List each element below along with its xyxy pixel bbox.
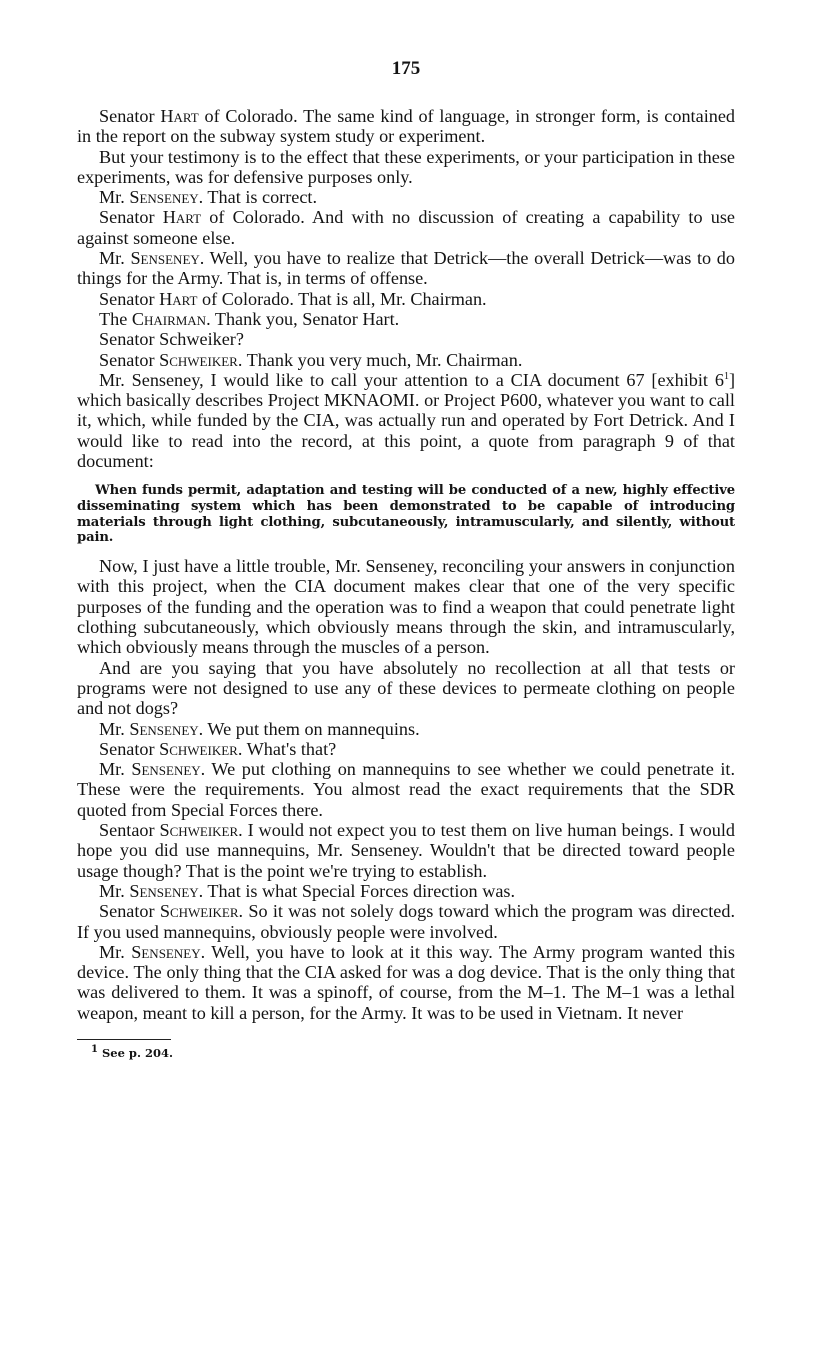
speaker-suffix: . (237, 349, 243, 370)
paragraph-text: We put clothing on mannequins to see whether we could penetrate it. These were the requirements. You almost read the exact requirements that the SDR quoted from Special Forces there. (77, 759, 735, 820)
speaker-suffix: . (198, 880, 204, 901)
paragraph-text: What's that? (242, 738, 337, 759)
speaker-title: Senator (99, 901, 160, 922)
footnote-divider (77, 1039, 171, 1040)
speaker-name: Chairman (131, 308, 207, 329)
testimony-paragraph (77, 739, 735, 759)
speaker-name: Senseney (129, 718, 199, 739)
speaker-name: Senseney (129, 187, 199, 208)
testimony-paragraph (77, 556, 735, 657)
testimony-paragraph (77, 289, 735, 309)
paragraph-text: So it was not solely dogs toward which the program was directed. If you used mannequins, obviously people were involved. (77, 901, 736, 942)
speaker-name: Senseney (130, 248, 200, 269)
speaker-suffix: . (200, 759, 206, 780)
speaker-name: Schweiker (159, 820, 239, 841)
testimony-paragraph (77, 309, 735, 329)
speaker-title: Senator (99, 349, 160, 370)
speaker-title: Mr. (99, 187, 130, 208)
footnote-text: See p. 204. (97, 1045, 173, 1060)
speaker-title: Sentaor (99, 820, 160, 841)
speaker-name: Senseney (131, 941, 201, 962)
paragraph-text: Thank you very much, Mr. Chairman. (242, 349, 523, 370)
cia-document-paragraph (77, 370, 735, 471)
speaker-suffix: of Colorado. (198, 106, 298, 126)
speaker-title: Senator (99, 207, 163, 228)
speaker-suffix: of Colorado. (201, 207, 305, 228)
speaker-title: Senator (99, 106, 161, 126)
testimony-paragraph (77, 658, 735, 719)
speaker-name: Senseney (131, 759, 201, 780)
page-number: 175 (391, 58, 421, 79)
paragraph-text: The same kind of language, in stronger form, is contained in the report on the subway system study or experiment. (77, 106, 736, 147)
speaker-title: Mr. (99, 941, 132, 962)
speaker-title: Mr. (99, 718, 130, 739)
speaker-suffix: . (238, 820, 243, 841)
footnote-marker: 1 (91, 1044, 98, 1056)
speaker-suffix: . (200, 941, 206, 962)
paragraph-text: Well, you have to realize that Detrick—the overall Detrick—was to do things for the Army. That is, in terms of offense. (77, 248, 735, 289)
testimony-paragraph (77, 106, 735, 147)
cia-paragraph-text-end: ] which basically describes Project MKNAOMI. or Project P600, whatever you want to call it, which, while funded by the CIA, was actually run and operated by Fort Detrick. And I would like to read into the record, at this point, a quote from paragraph 9 of that document: (77, 369, 735, 472)
speaker-title: Mr. (99, 248, 131, 269)
speaker-name: Hart (162, 207, 202, 228)
paragraph-text: And are you saying that you have absolutely no recollection at all that tests or programs were not designed to use any of these devices to permeate clothing on people and not dogs? (77, 657, 735, 719)
testimony-paragraph (77, 207, 735, 248)
speaker-title: Senator (99, 288, 160, 309)
speaker-name: Hart (159, 288, 198, 309)
paragraph-text: Well, you have to look at it this way. The Army program wanted this device. The only thing that the CIA asked for was a dog device. That is the only thing that was delivered to them. It was a spinoff, of course, from the M–1. The M–1 was a lethal weapon, meant to kill a person, for the Army. It was to be used in Vietnam. It never (77, 941, 735, 1023)
speaker-name: Schweiker (159, 901, 239, 922)
speaker-name: Senseney (129, 880, 199, 901)
speaker-title: The (99, 308, 132, 329)
speaker-suffix: . (198, 718, 204, 739)
paragraph-text: I would not expect you to test them on live human beings. I would hope you did use mannequins, Mr. Senseney. Wouldn't that be directed toward people usage though? That is the point we're trying to establish. (77, 820, 735, 881)
testimony-paragraph (77, 901, 735, 942)
testimony-paragraph (77, 820, 735, 881)
speaker-name: Hart (160, 106, 199, 126)
footnote (91, 1046, 735, 1060)
testimony-paragraph (77, 350, 735, 370)
speaker-title: Mr. (99, 759, 132, 780)
cia-paragraph-text-start: Mr. Senseney, I would like to call your attention to a CIA document 67 [exhibit 6 (99, 369, 724, 390)
testimony-paragraph (77, 329, 735, 349)
paragraph-text: And with no discussion of creating a capability to use against someone else. (77, 207, 735, 248)
paragraph-text: That is all, Mr. Chairman. (293, 288, 487, 309)
testimony-paragraph (77, 248, 735, 289)
testimony-paragraph (77, 187, 735, 207)
testimony-paragraph (77, 719, 735, 739)
speaker-title: Mr. (99, 880, 130, 901)
testimony-paragraph (77, 881, 735, 901)
speaker-suffix: . (198, 187, 204, 208)
speaker-suffix: of Colorado. (197, 288, 294, 309)
speaker-name: Schweiker (159, 738, 238, 759)
paragraph-text: That is what Special Forces direction was. (203, 880, 516, 901)
testimony-paragraph (77, 942, 735, 1023)
speaker-suffix: . (238, 901, 244, 922)
speaker-suffix: . (206, 308, 211, 329)
paragraph-text: That is correct. (203, 187, 318, 208)
speaker-suffix: . (237, 738, 243, 759)
paragraph-text: Thank you, Senator Hart. (210, 308, 400, 329)
speaker-name: Schweiker (159, 349, 238, 370)
paragraph-text: But your testimony is to the effect that these experiments, or your participation in these experiments, was for defensive purposes only. (77, 146, 735, 187)
paragraph-text: We put them on mannequins. (203, 718, 420, 739)
paragraph-text: Senator Schweiker? (99, 329, 244, 350)
speaker-suffix: . (199, 248, 205, 269)
testimony-paragraph (77, 759, 735, 820)
paragraph-text: Now, I just have a little trouble, Mr. Senseney, reconciling your answers in conjunction with this project, when the CIA document makes clear that one of the very specific purposes of the funding and the operation was to find a weapon that could penetrate light clothing subcutaneously, which obviously means through the skin, and intramuscularly, which obviously means through the muscles of a person. (77, 556, 735, 658)
footnote-reference: 1 (723, 370, 729, 382)
testimony-block-2 (77, 556, 735, 1023)
block-quote: When funds permit, adaptation and testing will be conducted of a new, highly effective disseminating system which has been demonstrated to be capable of introducing materials through light clothing, subcutaneously, intramuscularly, and silently, without pain. (77, 483, 735, 546)
speaker-title: Senator (99, 738, 160, 759)
document-page (77, 58, 735, 1060)
testimony-paragraph (77, 147, 735, 188)
testimony-block-1 (77, 106, 735, 370)
